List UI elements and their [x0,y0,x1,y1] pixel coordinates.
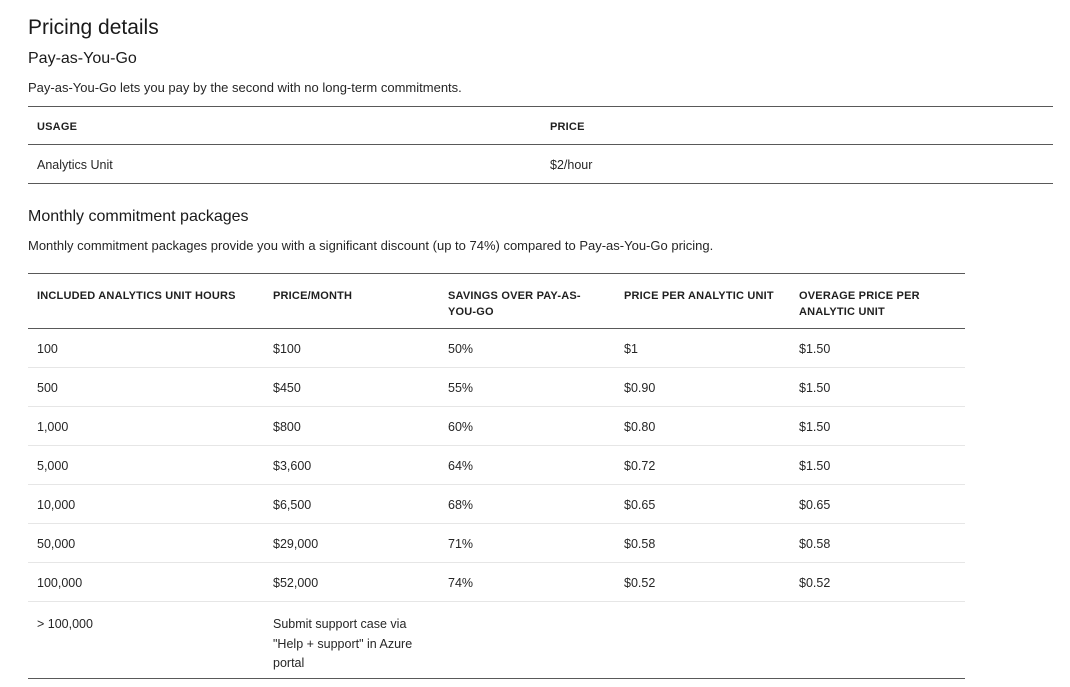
price-per-unit-cell: $0.90 [624,381,656,395]
overage-price-cell: $0.65 [799,498,831,512]
table-row [28,524,965,563]
hours-cell: 100,000 [37,576,83,590]
payg-pricing-table [28,106,1053,184]
hours-cell: 500 [37,381,58,395]
overage-price-cell: $1.50 [799,381,831,395]
table-row [28,329,965,368]
price-per-unit-cell: $0.72 [624,459,656,473]
overage-price-cell: $1.50 [799,420,831,434]
table-header-row [28,107,1053,145]
savings-cell: 71% [448,537,474,551]
price-month-cell: $450 [273,381,301,395]
table-row [28,563,965,602]
table-row [28,602,965,679]
column-header-overage-price: OVERAGE PRICE PER ANALYTIC UNIT [790,274,965,329]
empty-cell [615,602,790,679]
support-case-cell: Submit support case via "Help + support" in Azure portal [273,617,413,670]
price-per-unit-cell: $1 [624,342,638,356]
price-per-unit-cell: $0.80 [624,420,656,434]
hours-cell: 50,000 [37,537,76,551]
column-header-price: PRICE [541,107,1053,145]
usage-cell: Analytics Unit [37,158,113,172]
overage-price-cell: $0.52 [799,576,831,590]
column-header-price-per-unit: PRICE PER ANALYTIC UNIT [615,274,790,329]
column-header-price-month: PRICE/MONTH [264,274,439,329]
price-month-cell: $52,000 [273,576,319,590]
price-month-cell: $6,500 [273,498,312,512]
overage-price-cell: $1.50 [799,459,831,473]
table-row [28,145,1053,184]
payg-heading: Pay-as-You-Go [28,50,137,67]
table-row [28,446,965,485]
overage-price-cell: $1.50 [799,342,831,356]
page-title: Pricing details [28,16,159,39]
hours-cell: > 100,000 [37,617,93,631]
price-month-cell: $29,000 [273,537,319,551]
price-month-cell: $3,600 [273,459,312,473]
savings-cell: 60% [448,420,474,434]
overage-price-cell: $0.58 [799,537,831,551]
empty-cell [439,602,615,679]
table-row [28,407,965,446]
payg-description: Pay-as-You-Go lets you pay by the second with no long-term commitments. [28,80,462,95]
hours-cell: 1,000 [37,420,69,434]
price-month-cell: $100 [273,342,301,356]
monthly-commitment-table [28,273,965,679]
hours-cell: 5,000 [37,459,69,473]
price-per-unit-cell: $0.52 [624,576,656,590]
column-header-savings: SAVINGS OVER PAY-AS-YOU-GO [439,274,615,329]
savings-cell: 50% [448,342,474,356]
price-per-unit-cell: $0.65 [624,498,656,512]
table-header-row [28,274,965,329]
column-header-included-hours: INCLUDED ANALYTICS UNIT HOURS [28,274,264,329]
price-per-unit-cell: $0.58 [624,537,656,551]
table-row [28,368,965,407]
price-cell: $2/hour [550,158,593,172]
empty-cell [790,602,965,679]
hours-cell: 100 [37,342,58,356]
savings-cell: 68% [448,498,474,512]
hours-cell: 10,000 [37,498,76,512]
savings-cell: 55% [448,381,474,395]
column-header-usage: USAGE [28,107,541,145]
savings-cell: 64% [448,459,474,473]
table-row [28,485,965,524]
monthly-description: Monthly commitment packages provide you with a significant discount (up to 74%) compared to Pay-as-You-Go pricing. [28,238,714,253]
price-month-cell: $800 [273,420,301,434]
savings-cell: 74% [448,576,474,590]
monthly-heading: Monthly commitment packages [28,208,249,225]
